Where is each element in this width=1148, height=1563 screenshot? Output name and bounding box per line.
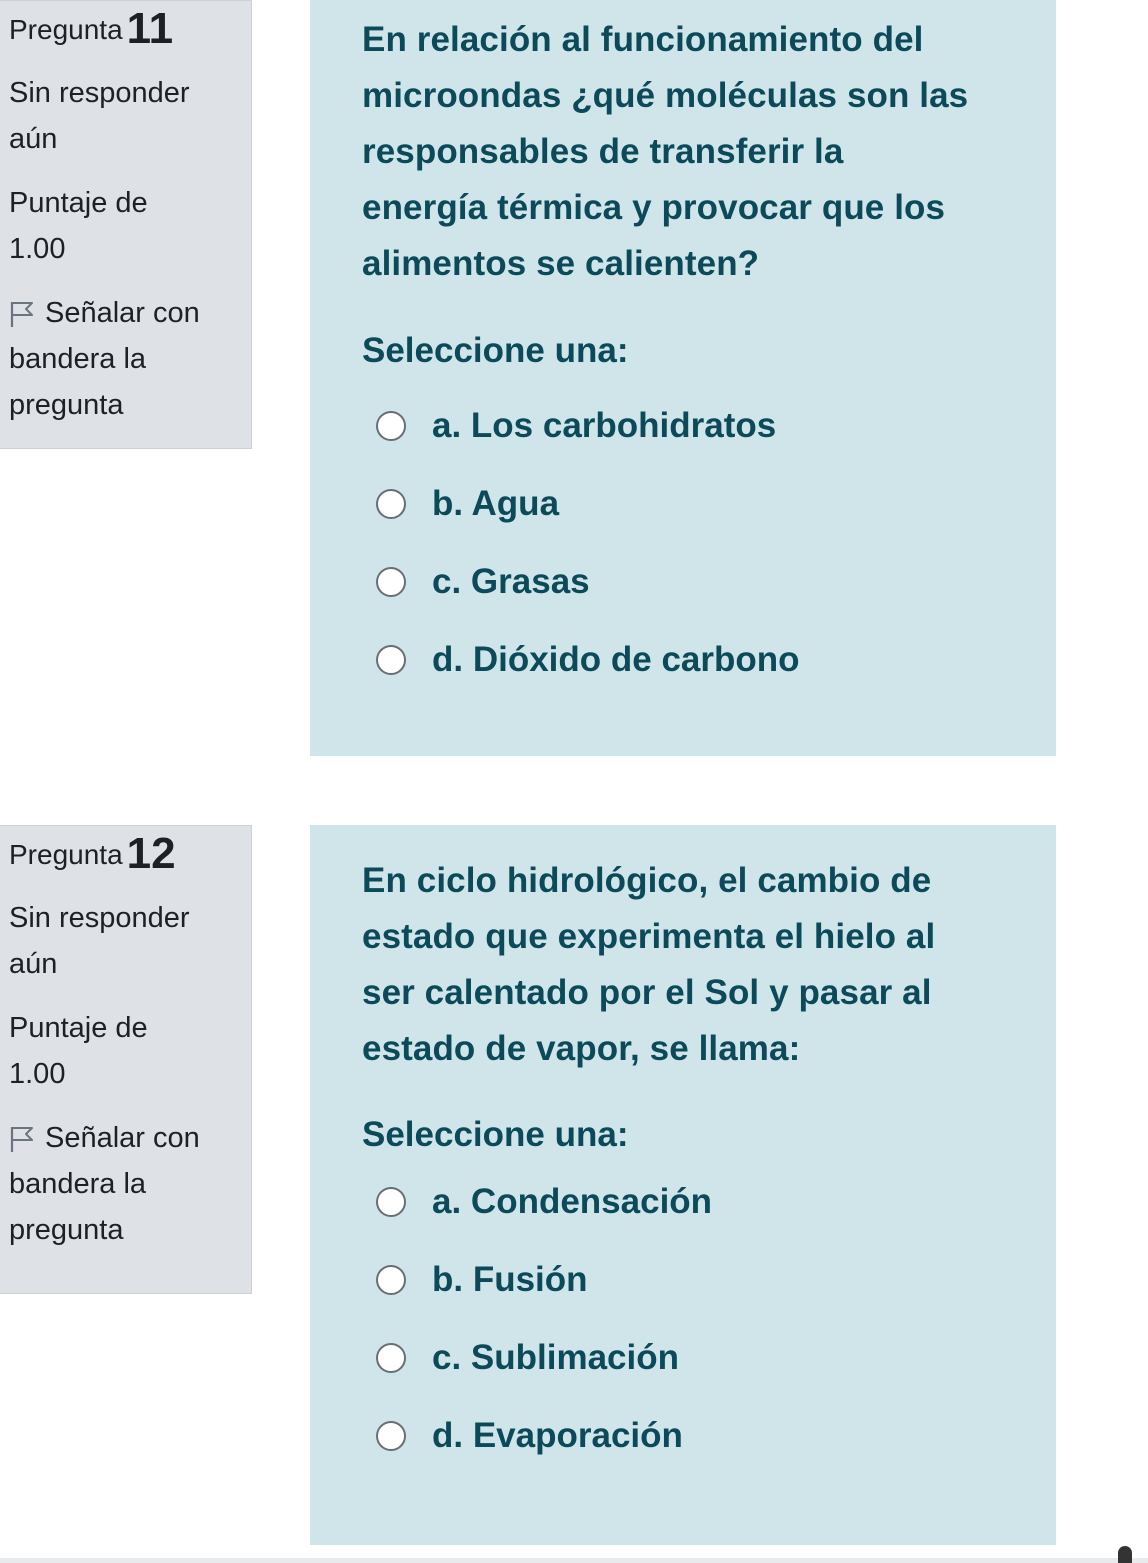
flag-question-link[interactable] (9, 1115, 241, 1253)
question-text (362, 853, 1016, 1077)
question-state (9, 70, 241, 162)
answer-options (362, 387, 1016, 699)
question-info-11 (0, 0, 252, 449)
radio-button[interactable] (376, 1343, 406, 1373)
question-text-line: responsables de transferir la (362, 132, 844, 171)
option-label[interactable]: d. Evaporación (432, 1416, 683, 1455)
flag-label[interactable]: pregunta (9, 1214, 124, 1246)
question-text-line: alimentos se calienten? (362, 244, 760, 283)
question-text-line: estado que experimenta el hielo al (362, 917, 936, 956)
option-label[interactable]: c. Grasas (432, 562, 590, 601)
radio-button[interactable] (376, 489, 406, 519)
question-number-line (9, 4, 241, 53)
question-text-line: microondas ¿qué moléculas son las (362, 76, 969, 115)
radio-button[interactable] (376, 1187, 406, 1217)
question-text (362, 12, 1016, 292)
answer-prompt: Seleccione una: (362, 1115, 629, 1154)
answer-prompt: Seleccione una: (362, 331, 629, 370)
answer-option-d[interactable] (362, 1397, 1016, 1475)
flag-label[interactable]: pregunta (9, 389, 124, 421)
scroll-thumb[interactable] (1118, 1546, 1132, 1563)
question-state (9, 895, 241, 987)
answer-options (362, 1163, 1016, 1475)
grade-line: Puntaje de (9, 1012, 148, 1044)
option-label[interactable]: a. Los carbohidratos (432, 406, 777, 445)
flag-question-link[interactable] (9, 290, 241, 428)
question-text-line: En ciclo hidrológico, el cambio de (362, 861, 932, 900)
bottom-scroll-track (0, 1558, 1148, 1563)
radio-button[interactable] (376, 1265, 406, 1295)
option-label[interactable]: b. Fusión (432, 1260, 588, 1299)
question-grade (9, 1005, 241, 1097)
answer-option-a[interactable] (362, 1163, 1016, 1241)
radio-button[interactable] (376, 411, 406, 441)
grade-value: 1.00 (9, 233, 66, 265)
question-label: Pregunta (9, 14, 123, 45)
state-line: Sin responder (9, 902, 190, 934)
answer-option-b[interactable] (362, 1241, 1016, 1319)
question-number-line (9, 829, 241, 878)
option-label[interactable]: a. Condensación (432, 1182, 713, 1221)
question-content-11 (310, 0, 1056, 756)
option-label[interactable]: b. Agua (432, 484, 560, 523)
answer-option-b[interactable] (362, 465, 1016, 543)
state-line: aún (9, 948, 58, 980)
question-info-12 (0, 825, 252, 1294)
question-text-line: energía térmica y provocar que los (362, 188, 946, 227)
state-line: Sin responder (9, 77, 190, 109)
answer-option-c[interactable] (362, 1319, 1016, 1397)
flag-label[interactable]: Señalar con (45, 1122, 200, 1154)
question-number: 11 (126, 4, 174, 53)
question-content-12 (310, 825, 1056, 1545)
question-text-line: ser calentado por el Sol y pasar al (362, 973, 932, 1012)
grade-line: Puntaje de (9, 187, 148, 219)
radio-button[interactable] (376, 1421, 406, 1451)
answer-option-c[interactable] (362, 543, 1016, 621)
flag-icon (9, 300, 35, 328)
flag-label[interactable]: bandera la (9, 1168, 147, 1200)
flag-icon (9, 1125, 35, 1153)
question-label: Pregunta (9, 839, 123, 870)
answer-option-a[interactable] (362, 387, 1016, 465)
question-number: 12 (126, 829, 176, 878)
flag-label[interactable]: bandera la (9, 343, 147, 375)
answer-option-d[interactable] (362, 621, 1016, 699)
question-grade (9, 180, 241, 272)
state-line: aún (9, 123, 58, 155)
question-text-line: En relación al funcionamiento del (362, 20, 924, 59)
option-label[interactable]: c. Sublimación (432, 1338, 679, 1377)
option-label[interactable]: d. Dióxido de carbono (432, 640, 800, 679)
grade-value: 1.00 (9, 1058, 66, 1090)
flag-label[interactable]: Señalar con (45, 297, 200, 329)
radio-button[interactable] (376, 645, 406, 675)
radio-button[interactable] (376, 567, 406, 597)
question-text-line: estado de vapor, se llama: (362, 1029, 801, 1068)
